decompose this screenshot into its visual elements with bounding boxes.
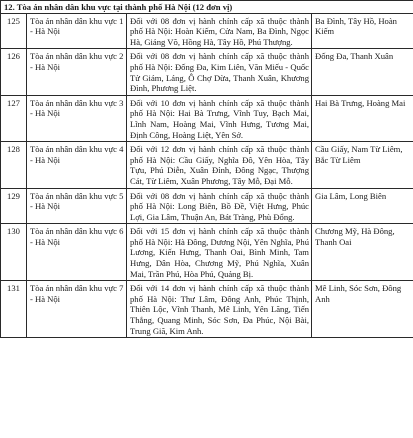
former-districts: Mê Linh, Sóc Sơn, Đông Anh: [312, 281, 413, 338]
court-name: Tòa án nhân dân khu vực 6 - Hà Nội: [27, 224, 127, 281]
row-number: 128: [1, 142, 27, 188]
table-row: [1, 13, 413, 49]
row-number: 129: [1, 188, 27, 224]
row-number: 130: [1, 224, 27, 281]
section-title-row: [1, 1, 413, 14]
row-number: 131: [1, 281, 27, 338]
table-row: [1, 95, 413, 141]
jurisdiction-description: Đối với 08 đơn vị hành chính cấp xã thuộc thành phố Hà Nội: Hoàn Kiếm, Cửa Nam, Ba Đình, Ngọc Hà, Giảng Võ, Hồng Hà, Tây Hồ, Phú Thượng.: [127, 13, 312, 49]
former-districts: Đống Đa, Thanh Xuân: [312, 49, 413, 95]
court-name: Tòa án nhân dân khu vực 7 - Hà Nội: [27, 281, 127, 338]
former-districts: Cầu Giấy, Nam Từ Liêm, Bắc Từ Liêm: [312, 142, 413, 188]
row-number: 126: [1, 49, 27, 95]
jurisdiction-description: Đối với 08 đơn vị hành chính cấp xã thuộc thành phố Hà Nội: Đống Đa, Kim Liên, Văn Miếu - Quốc Tử Giám, Láng, Ô Chợ Dừa, Thanh Xuân, Khương Đình, Phương Liệt.: [127, 49, 312, 95]
row-number: 125: [1, 13, 27, 49]
table-row: [1, 49, 413, 95]
jurisdiction-description: Đối với 14 đơn vị hành chính cấp xã thuộc thành phố Hà Nội: Thư Lâm, Đông Anh, Phúc Thịnh, Thiên Lộc, Vĩnh Thanh, Mê Linh, Yên Lãng, Tiến Thắng, Quang Minh, Sóc Sơn, Đa Phúc, Nội Bài, Trung Giã, Kim Anh.: [127, 281, 312, 338]
former-districts: Gia Lâm, Long Biên: [312, 188, 413, 224]
former-districts: Ba Đình, Tây Hồ, Hoàn Kiếm: [312, 13, 413, 49]
table-row: [1, 224, 413, 281]
jurisdiction-description: Đối với 10 đơn vị hành chính cấp xã thuộc thành phố Hà Nội: Hai Bà Trưng, Vĩnh Tuy, Bạch Mai, Lĩnh Nam, Hoàng Mai, Vĩnh Hưng, Tương Mai, Định Công, Hoàng Liệt, Yên Sở.: [127, 95, 312, 141]
table-row: [1, 142, 413, 188]
court-name: Tòa án nhân dân khu vực 5 - Hà Nội: [27, 188, 127, 224]
court-name: Tòa án nhân dân khu vực 2 - Hà Nội: [27, 49, 127, 95]
section-title: 12. Tòa án nhân dân khu vực tại thành phố Hà Nội (12 đơn vị): [1, 1, 413, 14]
court-name: Tòa án nhân dân khu vực 4 - Hà Nội: [27, 142, 127, 188]
table-row: [1, 188, 413, 224]
court-name: Tòa án nhân dân khu vực 3 - Hà Nội: [27, 95, 127, 141]
jurisdiction-description: Đối với 12 đơn vị hành chính cấp xã thuộc thành phố Hà Nội: Cầu Giấy, Nghĩa Đô, Yên Hòa, Tây Tựu, Phú Diễn, Xuân Đỉnh, Đông Ngạc, Thượng Cát, Từ Liêm, Xuân Phương, Tây Mỗ, Đại Mỗ.: [127, 142, 312, 188]
court-name: Tòa án nhân dân khu vực 1 - Hà Nội: [27, 13, 127, 49]
row-number: 127: [1, 95, 27, 141]
jurisdiction-description: Đối với 15 đơn vị hành chính cấp xã thuộc thành phố Hà Nội: Hà Đông, Dương Nội, Yên Nghĩa, Phú Lương, Kiến Hưng, Thanh Oai, Bình Minh, Tam Hưng, Dân Hòa, Chương Mỹ, Phú Nghĩa, Xuân Mai, Trần Phú, Hòa Phú, Quảng Bị.: [127, 224, 312, 281]
table-row: [1, 281, 413, 338]
former-districts: Hai Bà Trưng, Hoàng Mai: [312, 95, 413, 141]
former-districts: Chương Mỹ, Hà Đông, Thanh Oai: [312, 224, 413, 281]
jurisdiction-description: Đối với 08 đơn vị hành chính cấp xã thuộc thành phố Hà Nội: Long Biên, Bồ Đề, Việt Hưng, Phúc Lợi, Gia Lâm, Thuận An, Bát Tràng, Phù Đổng.: [127, 188, 312, 224]
